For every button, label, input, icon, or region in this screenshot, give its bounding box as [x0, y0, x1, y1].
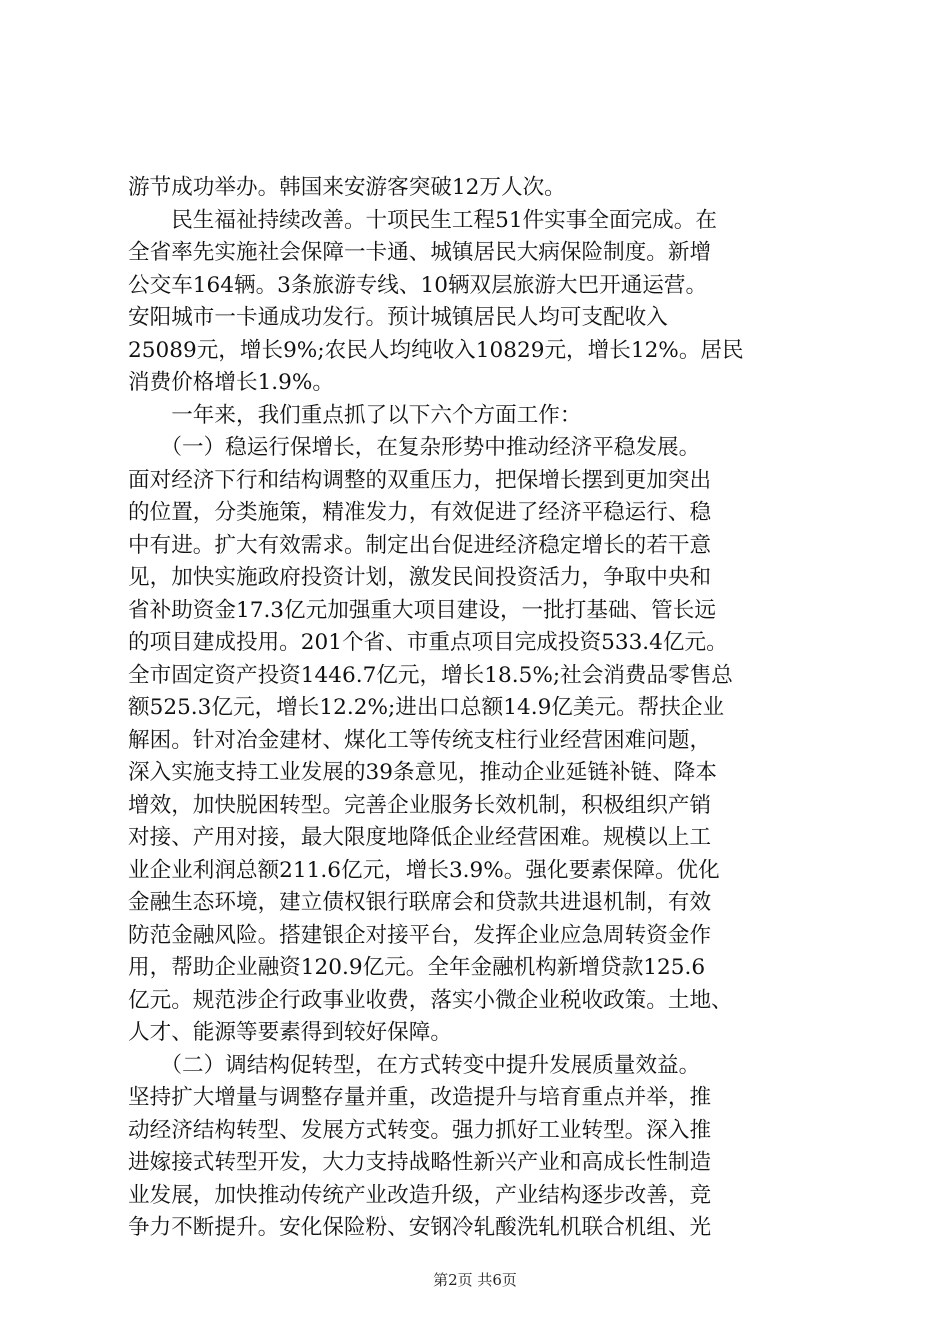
text-line: 面对经济下行和结构调整的双重压力，把保增长摆到更加突出 — [128, 467, 712, 493]
text-line: 游节成功举办。韩国来安游客突破12万人次。 — [128, 175, 566, 200]
text-line: 的位置，分类施策，精准发力，有效促进了经济平稳运行、稳 — [128, 500, 712, 525]
text-line: 业企业利润总额211.6亿元，增长3.9%。强化要素保障。优化 — [128, 857, 720, 883]
text-line: 消费价格增长1.9%。 — [128, 370, 335, 395]
text-line: 中有进。扩大有效需求。制定出台促进经济稳定增长的若干意 — [128, 532, 712, 558]
text-line: 用，帮助企业融资120.9亿元。全年金融机构新增贷款125.6 — [128, 955, 706, 980]
text-line: 动经济结构转型、发展方式转变。强力抓好工业转型。深入推 — [128, 1117, 712, 1143]
text-line: 见，加快实施政府投资计划，激发民间投资活力，争取中央和 — [128, 565, 712, 590]
text-line: 解困。针对冶金建材、煤化工等传统支柱行业经营困难问题， — [128, 727, 712, 753]
text-line: 亿元。规范涉企行政事业收费，落实小微企业税收政策。土地、 — [128, 987, 733, 1013]
text-line: 一年来，我们重点抓了以下六个方面工作： — [128, 402, 582, 428]
text-line: 25089元，增长9%;农民人均纯收入10829元，增长12%。居民 — [128, 337, 744, 363]
text-line: 安阳城市一卡通成功发行。预计城镇居民人均可支配收入 — [128, 305, 668, 330]
text-line: 防范金融风险。搭建银企对接平台，发挥企业应急周转资金作 — [128, 922, 712, 948]
text-line: 坚持扩大增量与调整存量并重，改造提升与培育重点并举，推 — [128, 1085, 712, 1110]
text-line: 深入实施支持工业发展的39条意见，推动企业延链补链、降本 — [128, 760, 717, 785]
text-line: 额525.3亿元，增长12.2%;进出口总额14.9亿美元。帮扶企业 — [128, 695, 725, 720]
page-footer — [0, 1270, 950, 1290]
text-line: 的项目建成投用。201个省、市重点项目完成投资533.4亿元。 — [128, 630, 728, 655]
text-line: （一）稳运行保增长，在复杂形势中推动经济平稳发展。 — [128, 435, 701, 460]
text-line: （二）调结构促转型，在方式转变中提升发展质量效益。 — [128, 1052, 701, 1078]
text-line: 对接、产用对接，最大限度地降低企业经营困难。规模以上工 — [128, 825, 712, 850]
text-line: 全市固定资产投资1446.7亿元，增长18.5%;社会消费品零售总 — [128, 662, 733, 688]
text-line: 进嫁接式转型开发，大力支持战略性新兴产业和高成长性制造 — [128, 1150, 712, 1175]
text-line: 全省率先实施社会保障一卡通、城镇居民大病保险制度。新增 — [128, 240, 712, 265]
text-line: 人才、能源等要素得到较好保障。 — [128, 1020, 452, 1045]
page-number-label: 第2页 共6页 — [433, 1271, 517, 1289]
text-line: 业发展，加快推动传统产业改造升级，产业结构逐步改善，竞 — [128, 1182, 712, 1208]
text-line: 增效，加快脱困转型。完善企业服务长效机制，积极组织产销 — [128, 792, 712, 818]
text-line: 金融生态环境，建立债权银行联席会和贷款共进退机制，有效 — [128, 890, 712, 915]
body-text — [128, 172, 833, 1245]
text-line: 争力不断提升。安化保险粉、安钢冷轧酸洗轧机联合机组、光 — [128, 1215, 712, 1240]
text-line: 省补助资金17.3亿元加强重大项目建设，一批打基础、管长远 — [128, 597, 716, 623]
text-line: 公交车164辆。3条旅游专线、10辆双层旅游大巴开通运营。 — [128, 272, 708, 298]
text-line: 民生福祉持续改善。十项民生工程51件实事全面完成。在 — [128, 207, 717, 233]
